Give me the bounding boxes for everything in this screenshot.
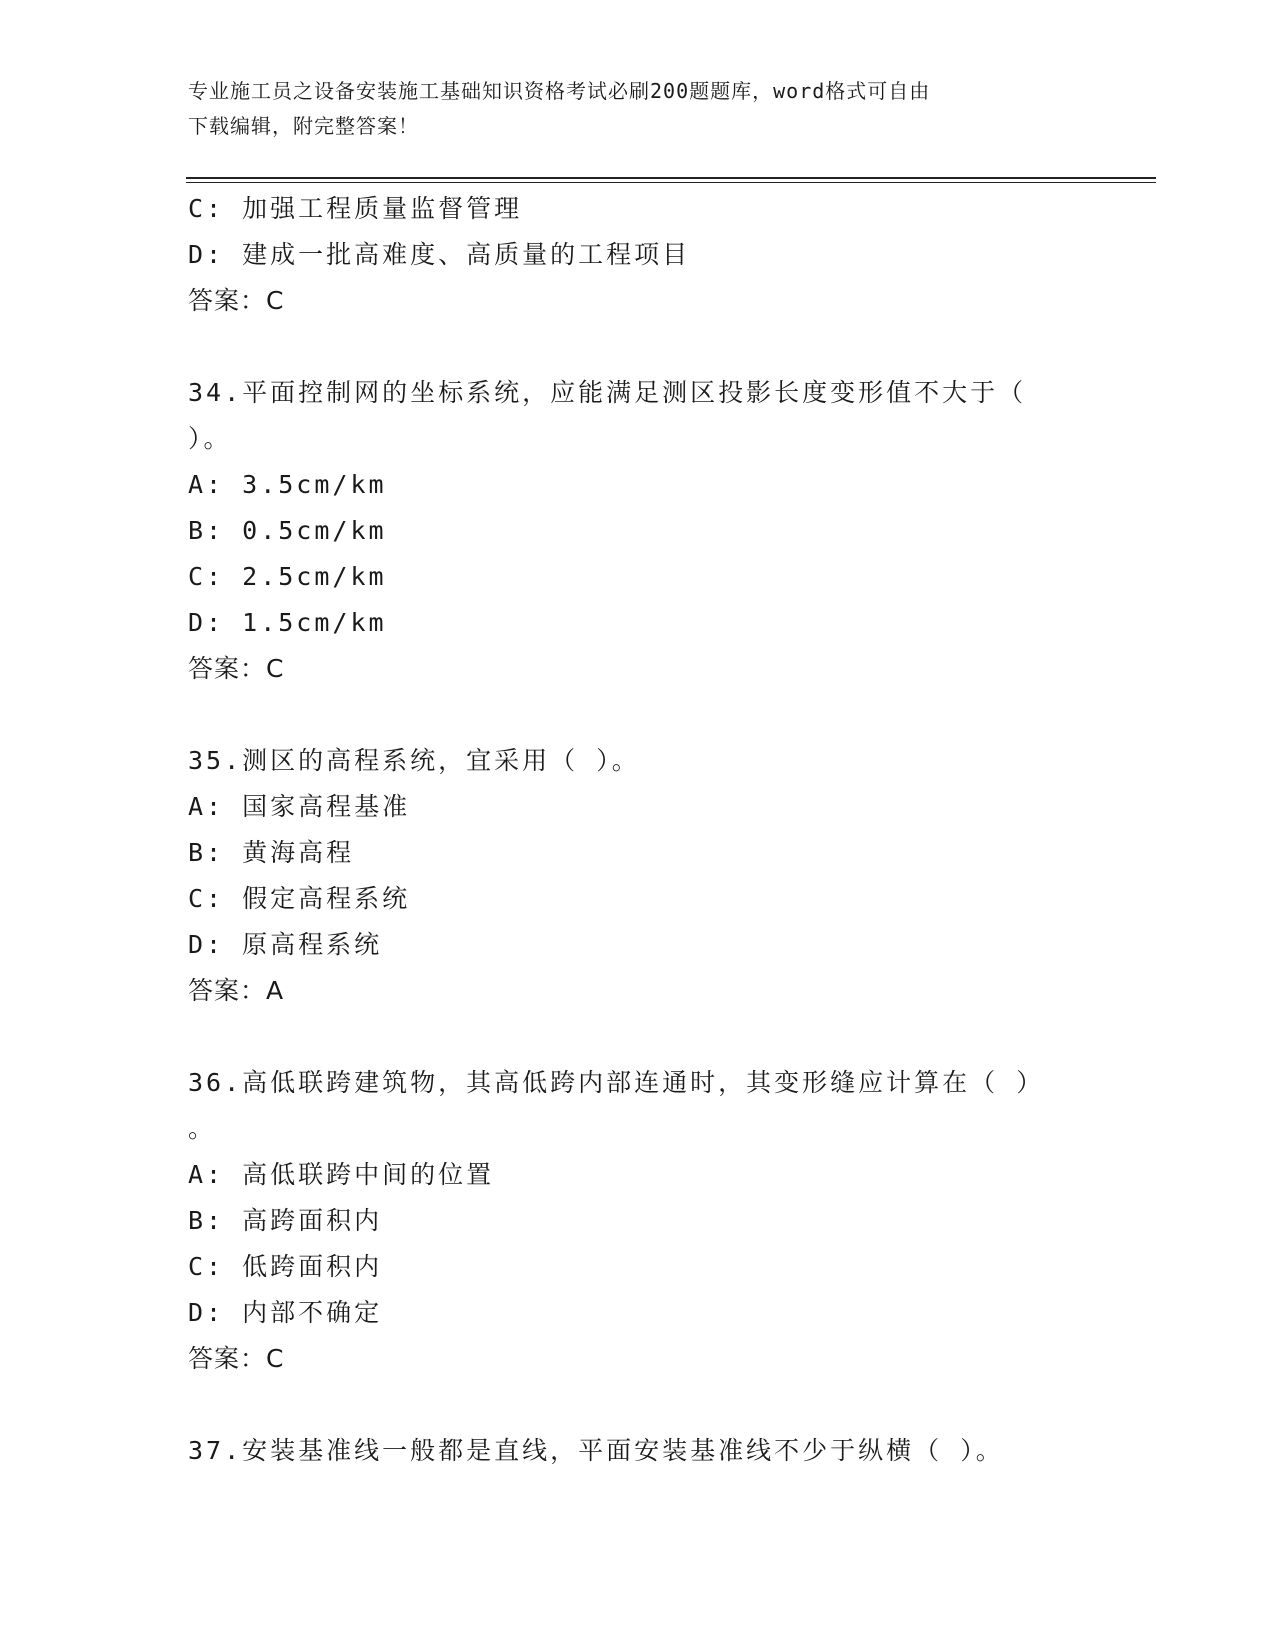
question-block-35 xyxy=(188,738,1088,1014)
question-text: 35.测区的高程系统，宜采用（ ）。 xyxy=(188,746,640,775)
question-text: 36.高低联跨建筑物，其高低跨内部连通时，其变形缝应计算在（ ） xyxy=(188,1068,1045,1097)
spacer xyxy=(188,324,1088,370)
header-line-2: 下载编辑，附完整答案！ xyxy=(188,114,419,138)
option-c: C: 加强工程质量监督管理 xyxy=(188,194,523,223)
spacer xyxy=(188,692,1088,738)
header-divider-thick xyxy=(186,177,1156,179)
option-d: D: 内部不确定 xyxy=(188,1298,383,1327)
question-text-continued: 。 xyxy=(188,1114,217,1143)
question-block-prev xyxy=(188,186,1088,324)
question-block-37 xyxy=(188,1428,1088,1474)
question-block-34 xyxy=(188,370,1088,692)
header-line-1: 专业施工员之设备安装施工基础知识资格考试必刷200题题库，word格式可自由 xyxy=(188,79,931,103)
answer: 答案：C xyxy=(188,1344,285,1373)
option-d: D: 1.5cm/km xyxy=(188,608,387,637)
question-text: 34.平面控制网的坐标系统，应能满足测区投影长度变形值不大于（ xyxy=(188,378,1027,407)
option-c: C: 假定高程系统 xyxy=(188,884,411,913)
header-divider-thin xyxy=(186,182,1156,183)
answer: 答案：C xyxy=(188,654,285,683)
answer: 答案：C xyxy=(188,286,285,315)
question-list xyxy=(188,186,1088,1474)
answer: 答案：A xyxy=(188,976,285,1005)
option-b: B: 高跨面积内 xyxy=(188,1206,383,1235)
option-c: C: 低跨面积内 xyxy=(188,1252,383,1281)
question-text: 37.安装基准线一般都是直线，平面安装基准线不少于纵横（ ）。 xyxy=(188,1436,1004,1465)
spacer xyxy=(188,1382,1088,1428)
document-header xyxy=(188,74,1078,144)
option-d: D: 原高程系统 xyxy=(188,930,383,959)
option-d: D: 建成一批高难度、高质量的工程项目 xyxy=(188,240,691,269)
question-block-36 xyxy=(188,1060,1088,1382)
option-a: A: 高低联跨中间的位置 xyxy=(188,1160,495,1189)
spacer xyxy=(188,1014,1088,1060)
option-a: A: 3.5cm/km xyxy=(188,470,387,499)
option-a: A: 国家高程基准 xyxy=(188,792,411,821)
option-b: B: 黄海高程 xyxy=(188,838,355,867)
question-text-continued: ）。 xyxy=(188,424,232,453)
option-b: B: 0.5cm/km xyxy=(188,516,387,545)
option-c: C: 2.5cm/km xyxy=(188,562,387,591)
